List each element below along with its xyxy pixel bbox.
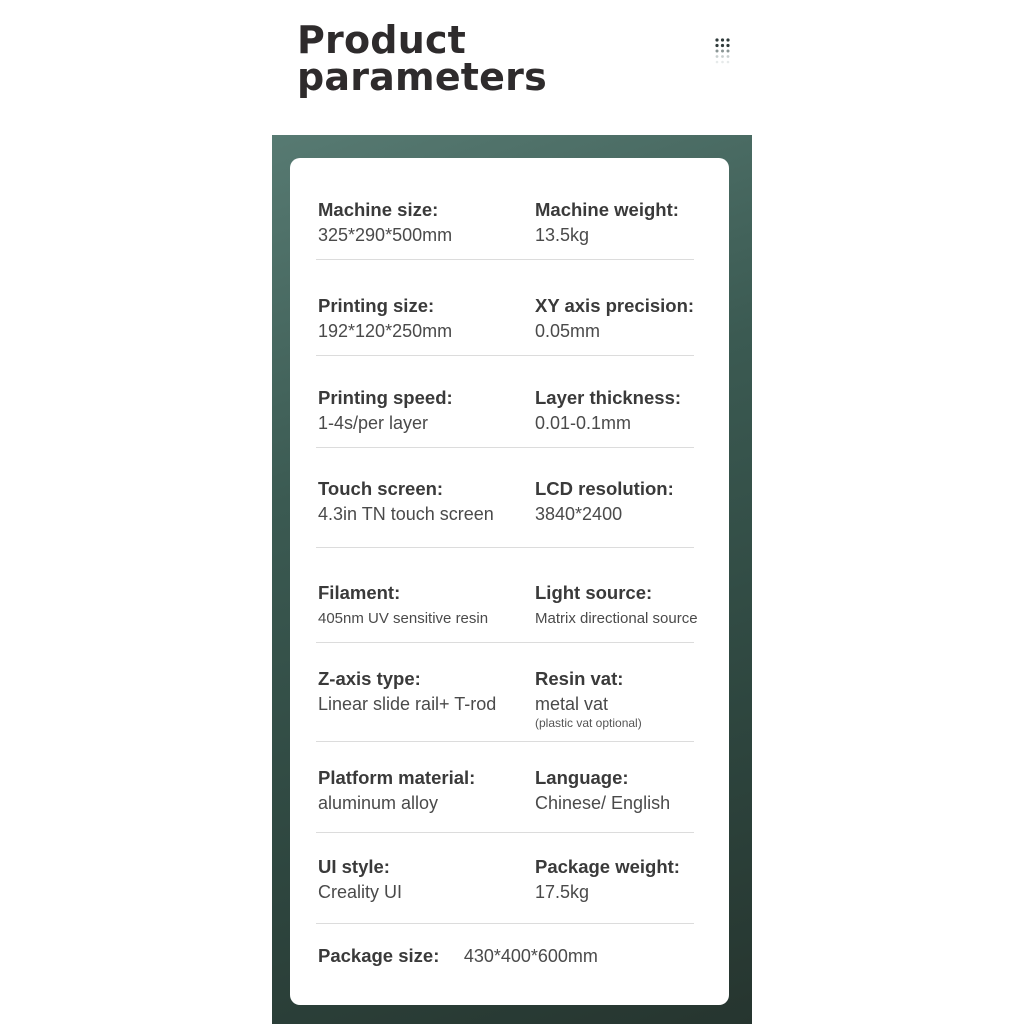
title-line-2: parameters bbox=[297, 55, 547, 99]
spec-item-printing-speed bbox=[318, 386, 453, 435]
spec-label: Machine weight: bbox=[535, 199, 679, 220]
spec-value: 1-4s/per layer bbox=[318, 413, 429, 433]
spec-value: 405nm UV sensitive resin bbox=[318, 610, 489, 627]
spec-label: Package weight: bbox=[535, 856, 680, 877]
spec-row bbox=[316, 294, 694, 356]
spec-label: Platform material: bbox=[318, 767, 476, 788]
spec-label: Printing size: bbox=[318, 295, 435, 316]
spec-note: (plastic vat optional) bbox=[535, 716, 642, 730]
spec-label: Touch screen: bbox=[318, 478, 444, 499]
spec-value: 325*290*500mm bbox=[318, 225, 453, 245]
spec-item-printing-size bbox=[318, 294, 452, 343]
spec-label: Filament: bbox=[318, 582, 401, 603]
page-title bbox=[297, 18, 547, 99]
spec-item-ui-style bbox=[318, 855, 402, 904]
spec-value: Matrix directional source bbox=[535, 610, 698, 627]
spec-item-touch-screen bbox=[318, 477, 494, 526]
spec-label: Light source: bbox=[535, 582, 653, 603]
spec-item-layer-thickness bbox=[535, 386, 735, 435]
spec-item-package-weight bbox=[535, 855, 735, 904]
spec-item-lcd-resolution bbox=[535, 477, 735, 526]
spec-item-filament bbox=[318, 581, 488, 631]
spec-item-package-size bbox=[318, 944, 598, 968]
spec-item-language bbox=[535, 766, 735, 815]
spec-value: 4.3in TN touch screen bbox=[318, 504, 494, 524]
spec-item-machine-size bbox=[318, 198, 452, 247]
spec-value: 192*120*250mm bbox=[318, 321, 453, 341]
spec-label: LCD resolution: bbox=[535, 478, 674, 499]
spec-row bbox=[316, 855, 694, 924]
spec-row bbox=[316, 667, 694, 742]
spec-label: Machine size: bbox=[318, 199, 439, 220]
spec-value: 17.5kg bbox=[535, 882, 590, 902]
spec-row bbox=[316, 766, 694, 833]
spec-label: UI style: bbox=[318, 856, 390, 877]
spec-label: Resin vat: bbox=[535, 668, 624, 689]
spec-value: 0.01-0.1mm bbox=[535, 413, 632, 433]
spec-item-resin-vat bbox=[535, 667, 735, 730]
spec-value: aluminum alloy bbox=[318, 793, 439, 813]
spec-value: 3840*2400 bbox=[535, 504, 623, 524]
spec-row bbox=[316, 386, 694, 448]
spec-label: Printing speed: bbox=[318, 387, 453, 408]
spec-value: metal vat bbox=[535, 694, 609, 714]
spec-label: XY axis precision: bbox=[535, 295, 695, 316]
spec-label: Layer thickness: bbox=[535, 387, 682, 408]
spec-item-machine-weight bbox=[535, 198, 735, 247]
dots-grid-icon[interactable] bbox=[715, 38, 731, 64]
spec-row bbox=[316, 198, 694, 260]
spec-value: 430*400*600mm bbox=[463, 946, 598, 966]
spec-value: 0.05mm bbox=[535, 321, 601, 341]
spec-label: Language: bbox=[535, 767, 629, 788]
spec-row bbox=[316, 581, 698, 643]
title-line-1: Product bbox=[297, 18, 467, 62]
spec-item-xy-precision bbox=[535, 294, 735, 343]
spec-value: Creality UI bbox=[318, 882, 403, 902]
spec-value: 13.5kg bbox=[535, 225, 590, 245]
spec-value: Chinese/ English bbox=[535, 793, 671, 813]
spec-item-z-axis-type bbox=[318, 667, 496, 716]
spec-item-light-source bbox=[535, 581, 735, 631]
spec-label: Package size: bbox=[318, 945, 440, 966]
spec-value: Linear slide rail+ T-rod bbox=[318, 694, 497, 714]
spec-row bbox=[316, 477, 694, 548]
spec-label: Z-axis type: bbox=[318, 668, 421, 689]
spec-item-platform-material bbox=[318, 766, 475, 815]
